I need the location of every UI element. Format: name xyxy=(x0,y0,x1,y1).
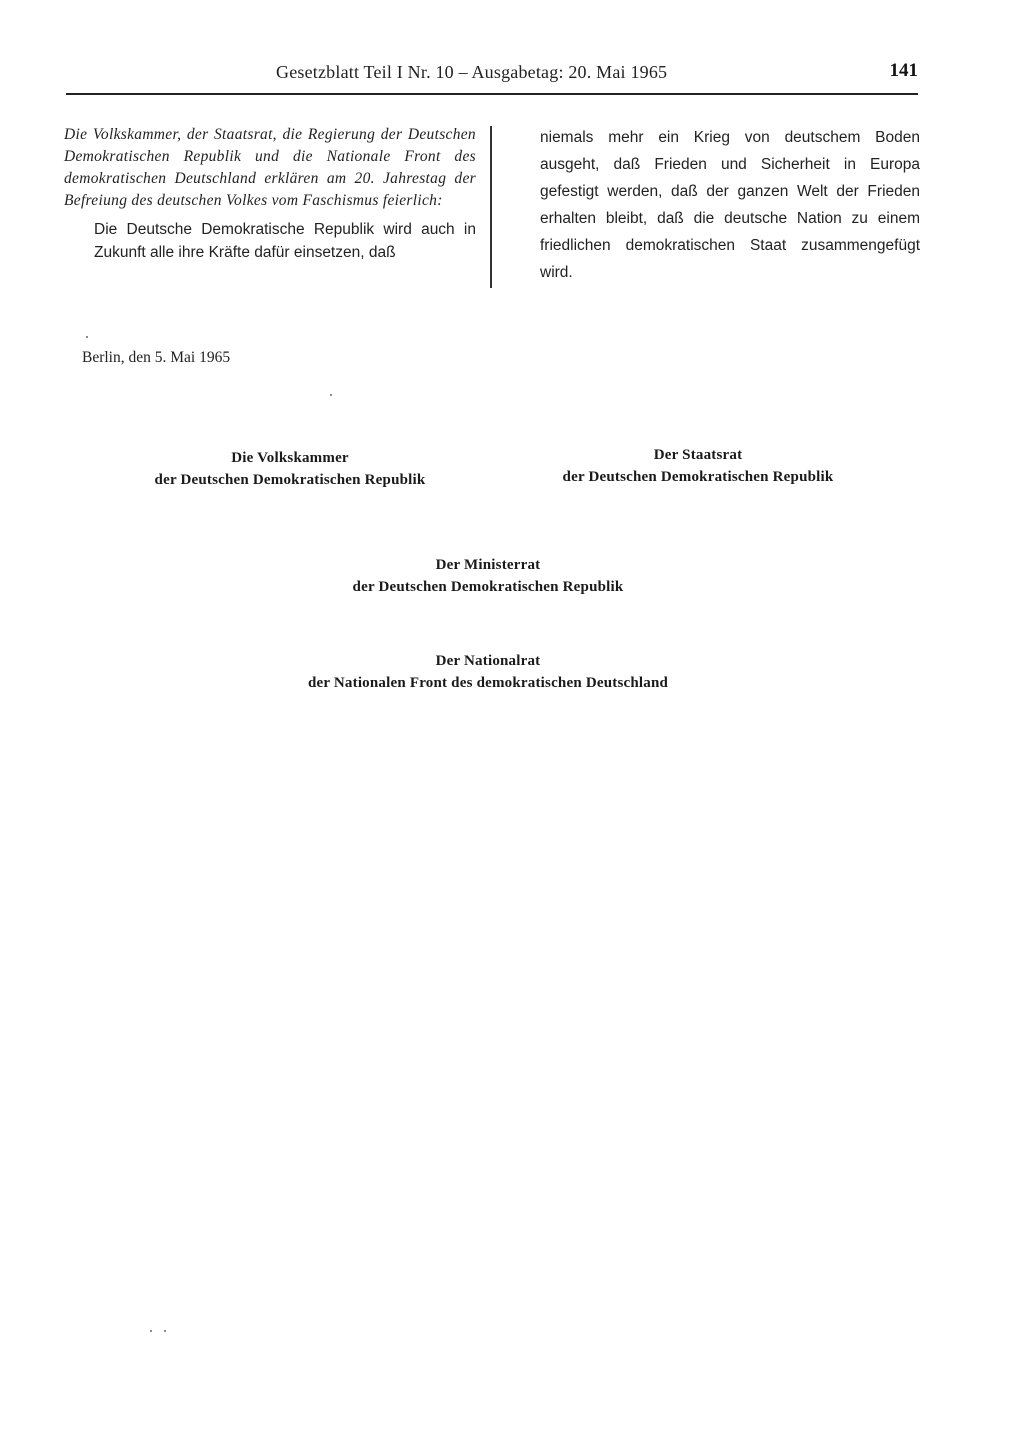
signatory-affiliation: der Nationalen Front des demokratischen Deutschland xyxy=(307,675,669,691)
header-title: Gesetzblatt Teil I Nr. 10 – Ausgabetag: 20. Mai 1965 xyxy=(276,62,668,82)
preamble-text: Die Volkskammer, der Staatsrat, die Regierung der Deutschen Demokratischen Republik und die Nationale Front des demokratischen Deutschland erklären am 20. Jahrestag der Befreiung des deutschen Volkes vom Faschismus feierlich: xyxy=(64,126,476,209)
page-header xyxy=(66,60,918,96)
scan-speck xyxy=(86,336,88,338)
scan-speck xyxy=(164,1330,166,1332)
scan-speck xyxy=(150,1330,152,1332)
column-divider xyxy=(490,126,492,288)
dateline: Berlin, den 5. Mai 1965 xyxy=(82,349,231,366)
page-number: 141 xyxy=(889,60,918,81)
signatory-name: Die Volkskammer xyxy=(231,450,349,466)
signatory-nationalrat xyxy=(258,650,718,694)
signatory-volkskammer xyxy=(110,447,470,491)
signatory-name: Der Ministerrat xyxy=(435,557,541,573)
signatory-name: Der Staatsrat xyxy=(653,447,743,463)
header-rule xyxy=(66,93,918,95)
declaration-text-right: niemals mehr ein Krieg von deutschem Boden ausgeht, daß Frieden und Sicherheit in Europa gefestigt werden, daß der ganzen Welt der Frieden erhalten bleibt, daß die deutsche Nation zu einem friedlichen demokratischen Staat zusammengefügt wird. xyxy=(540,129,920,281)
scan-speck xyxy=(330,394,332,396)
signatory-affiliation: der Deutschen Demokratischen Republik xyxy=(154,472,426,488)
signatory-affiliation: der Deutschen Demokratischen Republik xyxy=(562,469,834,485)
declaration-text-left: Die Deutsche Demokratische Republik wird auch in Zukunft alle ihre Kräfte dafür einsetzen, daß xyxy=(94,221,476,261)
signatory-name: Der Nationalrat xyxy=(435,653,541,669)
left-column xyxy=(64,124,476,264)
signatory-affiliation: der Deutschen Demokratischen Republik xyxy=(352,579,624,595)
signatory-staatsrat xyxy=(518,444,878,488)
right-column xyxy=(540,124,920,286)
signatory-ministerrat xyxy=(308,554,668,598)
